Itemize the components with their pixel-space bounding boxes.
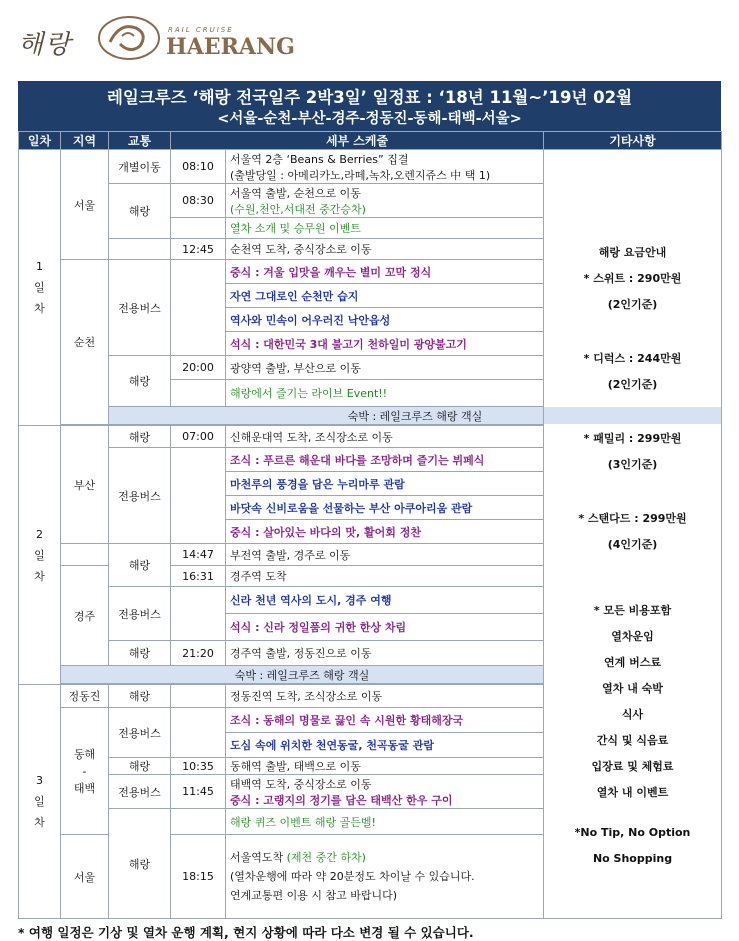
schedule-cell: 신라 천년 역사의 도시, 경주 여행 [226, 587, 544, 614]
day2-label: 2 일 차 [19, 426, 61, 685]
schedule-cell: 자연 그대로인 순천만 습지 [226, 284, 544, 308]
region-suncheon: 순천 [61, 260, 109, 425]
schedule-cell: 신해운대역 도착, 조식장소로 이동 [226, 426, 544, 448]
schedule-cell: 중식 : 겨울 입맛을 깨우는 별미 꼬막 정식 [226, 260, 544, 284]
schedule-cell: 서울역 출발, 순천으로 이동 (수원,천안,서대전 중간승차) [226, 184, 544, 218]
time-cell [171, 708, 226, 758]
time-cell: 07:00 [171, 426, 226, 448]
header-etc: 기타사항 [544, 132, 722, 150]
schedule-cell: 열차 소개 및 승무원 이벤트 [226, 218, 544, 239]
time-cell: 20:00 [171, 356, 226, 380]
time-cell [171, 260, 226, 356]
schedule-cell: 석식 : 대한민국 3대 불고기 천하일미 광양불고기 [226, 332, 544, 356]
schedule-cell: 경주역 출발, 정동진으로 이동 [226, 641, 544, 666]
region-cell [61, 544, 109, 566]
header-day: 일차 [19, 132, 61, 150]
transport-bus: 전용버스 [109, 708, 171, 758]
header-schedule: 세부 스케줄 [171, 132, 544, 150]
region-busan: 부산 [61, 426, 109, 544]
schedule-cell: 서울역 2층 ‘Beans & Berries” 집결 (출발당일 : 아메리카노,라떼,녹차,오렌지쥬스 中 택 1) [226, 150, 544, 184]
schedule-cell: 석식 : 신라 정일품의 귀한 한상 차림 [226, 614, 544, 641]
etc-info: 해랑 요금안내 * 스위트 : 290만원 (2인기준) * 디럭스 : 244만원 (2인기준) * 패밀리 : 299만원 (3인기준) * 스탠다드 : 299만원 (4인기준) * 모든 비용포함 열차운임 연계 버스료 열차 내 숙박 식사 간식 및 식음료 입장료 및 체험료 열차 내 이벤트 *No Tip, No Option No Shopping [544, 150, 722, 919]
schedule-cell: 중식 : 살아있는 바다의 맛, 활어회 정찬 [226, 520, 544, 544]
schedule-cell: 동해역 출발, 태백으로 이동 [226, 758, 544, 775]
transport-train: 해랑 [109, 809, 171, 919]
time-cell: 08:10 [171, 150, 226, 184]
transport-bus: 전용버스 [109, 448, 171, 544]
night-stay: 숙박 : 레일크루즈 해랑 객실 [61, 666, 544, 684]
day1-label: 1 일 차 [19, 150, 61, 426]
schedule-cell: 도심 속에 위치한 천연동굴, 천곡동굴 관람 [226, 733, 544, 758]
title-banner [18, 81, 721, 131]
transport-cell [109, 239, 171, 260]
time-cell [171, 380, 226, 407]
region-seoul: 서울 [61, 835, 109, 919]
schedule-cell: 역사와 민속이 어우러진 낙안읍성 [226, 308, 544, 332]
region-jeongdongjin: 정동진 [61, 685, 109, 708]
time-cell: 12:45 [171, 239, 226, 260]
schedule-cell: 서울역도착 (제천 중간 하차) (열차운행에 따라 약 20분정도 차이날 수 있습니다. 연계교통편 이용 시 참고 바랍니다) [226, 835, 544, 919]
header-transport: 교통 [109, 132, 171, 150]
time-cell [171, 809, 226, 835]
time-cell: 18:15 [171, 835, 226, 919]
footer-note: * 여행 일정은 기상 및 열차 운행 계획, 현지 상황에 따라 다소 변경 될 수 있습니다. [18, 925, 474, 940]
schedule-cell: 해랑에서 즐기는 라이브 Event!! [226, 380, 544, 407]
schedule-cell: 바닷속 신비로움을 선물하는 부산 아쿠아리움 관람 [226, 496, 544, 520]
time-cell [171, 685, 226, 708]
night-stay: 숙박 : 레일크루즈 해랑 객실 [109, 407, 722, 425]
header-region: 지역 [61, 132, 109, 150]
transport-train: 해랑 [109, 184, 171, 239]
schedule-cell: 순천역 도착, 중식장소로 이동 [226, 239, 544, 260]
time-cell [171, 587, 226, 641]
schedule-cell: 광양역 출발, 부산으로 이동 [226, 356, 544, 380]
transport-bus: 전용버스 [109, 260, 171, 356]
time-cell: 16:31 [171, 566, 226, 587]
schedule-table [18, 131, 722, 919]
region-seoul: 서울 [61, 150, 109, 260]
schedule-cell: 태백역 도착, 중식장소로 이동 중식 : 고랭지의 정기를 담은 태백산 한우 구이 [226, 775, 544, 809]
title-line2: <서울-순천-부산-경주-정동진-동해-태백-서울> [217, 111, 522, 127]
transport-individual: 개별이동 [109, 150, 171, 184]
transport-train: 해랑 [109, 356, 171, 407]
schedule-cell: 정동진역 도착, 조식장소로 이동 [226, 685, 544, 708]
logo-haerang: HAERANG [166, 34, 295, 60]
schedule-cell: 부전역 출발, 경주로 이동 [226, 544, 544, 566]
logo-emblem-icon [96, 14, 162, 62]
transport-train: 해랑 [109, 685, 171, 708]
schedule-cell: 경주역 도착 [226, 566, 544, 587]
time-cell: 10:35 [171, 758, 226, 775]
time-cell [171, 448, 226, 544]
time-cell: 14:47 [171, 544, 226, 566]
transport-train: 해랑 [109, 544, 171, 587]
transport-bus: 전용버스 [109, 587, 171, 641]
day3-label: 3 일 차 [19, 685, 61, 919]
transport-train: 해랑 [109, 426, 171, 448]
schedule-cell: 마천루의 풍경을 담은 누리마루 관람 [226, 472, 544, 496]
time-cell: 08:30 [171, 184, 226, 218]
logo-hangul: 해랑 [18, 30, 73, 60]
time-cell: 21:20 [171, 641, 226, 666]
transport-train: 해랑 [109, 758, 171, 775]
time-cell: 11:45 [171, 775, 226, 809]
region-donghae-taebaek: 동해 - 태백 [61, 708, 109, 835]
time-cell [171, 218, 226, 239]
title-line1: 레일크루즈 ‘해랑 전국일주 2박3일’ 일정표 : ‘18년 11월~’19년 02월 [106, 88, 633, 107]
logo-rail-cruise: RAIL CRUISE [168, 26, 234, 34]
schedule-cell: 해랑 퀴즈 이벤트 해랑 골든벨! [226, 809, 544, 835]
schedule-cell: 조식 : 푸르른 해운대 바다를 조망하며 즐기는 뷔페식 [226, 448, 544, 472]
transport-train: 해랑 [109, 641, 171, 666]
region-gyeongju: 경주 [61, 566, 109, 666]
haerang-logo [18, 14, 295, 62]
schedule-cell: 조식 : 동해의 명물로 끓인 속 시원한 황태해장국 [226, 708, 544, 733]
transport-bus: 전용버스 [109, 775, 171, 809]
